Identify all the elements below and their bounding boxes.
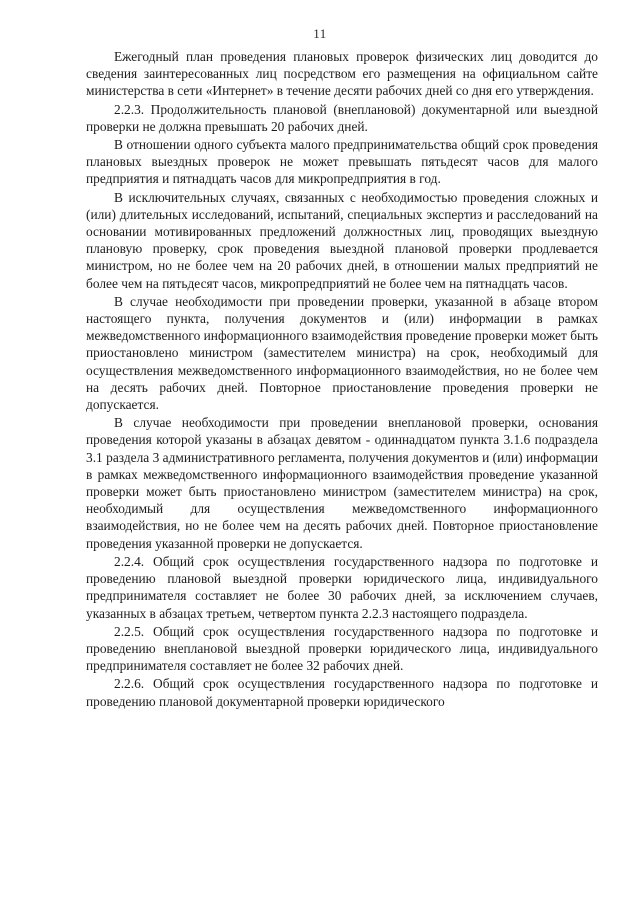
document-body [86, 48, 598, 710]
paragraph-2-2-4: 2.2.4. Общий срок осуществления государственного надзора по подготовке и проведению плановой выездной проверки юридического лица, индивидуального предпринимателя составляет не более 30 рабочих дней, за исключением случаев, указанных в абзацах третьем, четвертом пункта 2.2.3 настоящего подраздела. [86, 553, 598, 621]
paragraph-2-2-5: 2.2.5. Общий срок осуществления государственного надзора по подготовке и проведению внеплановой выездной проверки юридического лица, индивидуального предпринимателя составляет не более 32 рабочих дней. [86, 623, 598, 674]
paragraph-exceptional-cases: В исключительных случаях, связанных с необходимостью проведения сложных и (или) длительных исследований, испытаний, специальных экспертиз и расследований на основании мотивированных предложений должностных лиц, проводящих выездную плановую проверку, срок проведения выездной плановой проверки продлевается министром, но не более чем на 20 рабочих дней, в отношении малых предприятий не более чем на пятьдесят часов, микропредприятий не более чем на пятнадцать часов. [86, 189, 598, 291]
paragraph-small-business-limit: В отношении одного субъекта малого предпринимательства общий срок проведения плановых выездных проверок не может превышать пятьдесят часов для малого предприятия и пятнадцать часов для микропредприятия в год. [86, 137, 598, 187]
paragraph-2-2-3: 2.2.3. Продолжительность плановой (внеплановой) документарной или выездной проверки не должна превышать 20 рабочих дней. [86, 101, 598, 134]
paragraph-2-2-6: 2.2.6. Общий срок осуществления государственного надзора по подготовке и проведению плановой документарной проверки юридического [86, 676, 598, 709]
page-number: 11 [313, 26, 327, 41]
paragraph-annual-plan: Ежегодный план проведения плановых проверок физических лиц доводится до сведения заинтересованных лиц посредством его размещения на официальном сайте министерства в сети «Интернет» в течение десяти рабочих дней со дня его утверждения. [86, 49, 598, 99]
paragraph-suspension-unplanned: В случае необходимости при проведении внеплановой проверки, основания проведения которой указаны в абзацах девятом - одиннадцатом пункта 3.1.6 подраздела 3.1 раздела 3 административного регламента, получения документов и (или) информации в рамках межведомственного информационного взаимодействия проведение указанной проверки может быть приостановлено министром (заместителем министра) на срок, необходимый для осуществления межведомственного информационного взаимодействия, но не более чем на десять рабочих дней. Повторное приостановление проведения указанной проверки не допускается. [86, 415, 598, 551]
paragraph-suspension-planned: В случае необходимости при проведении проверки, указанной в абзаце втором настоящего пункта, получения документов и (или) информации в рамках межведомственного информационного взаимодействия проведение проверки может быть приостановлено министром (заместителем министра) на срок, необходимый для осуществления межведомственного информационного взаимодействия, но не более чем на десять рабочих дней. Повторное приостановление проведения проверки не допускается. [86, 293, 598, 413]
